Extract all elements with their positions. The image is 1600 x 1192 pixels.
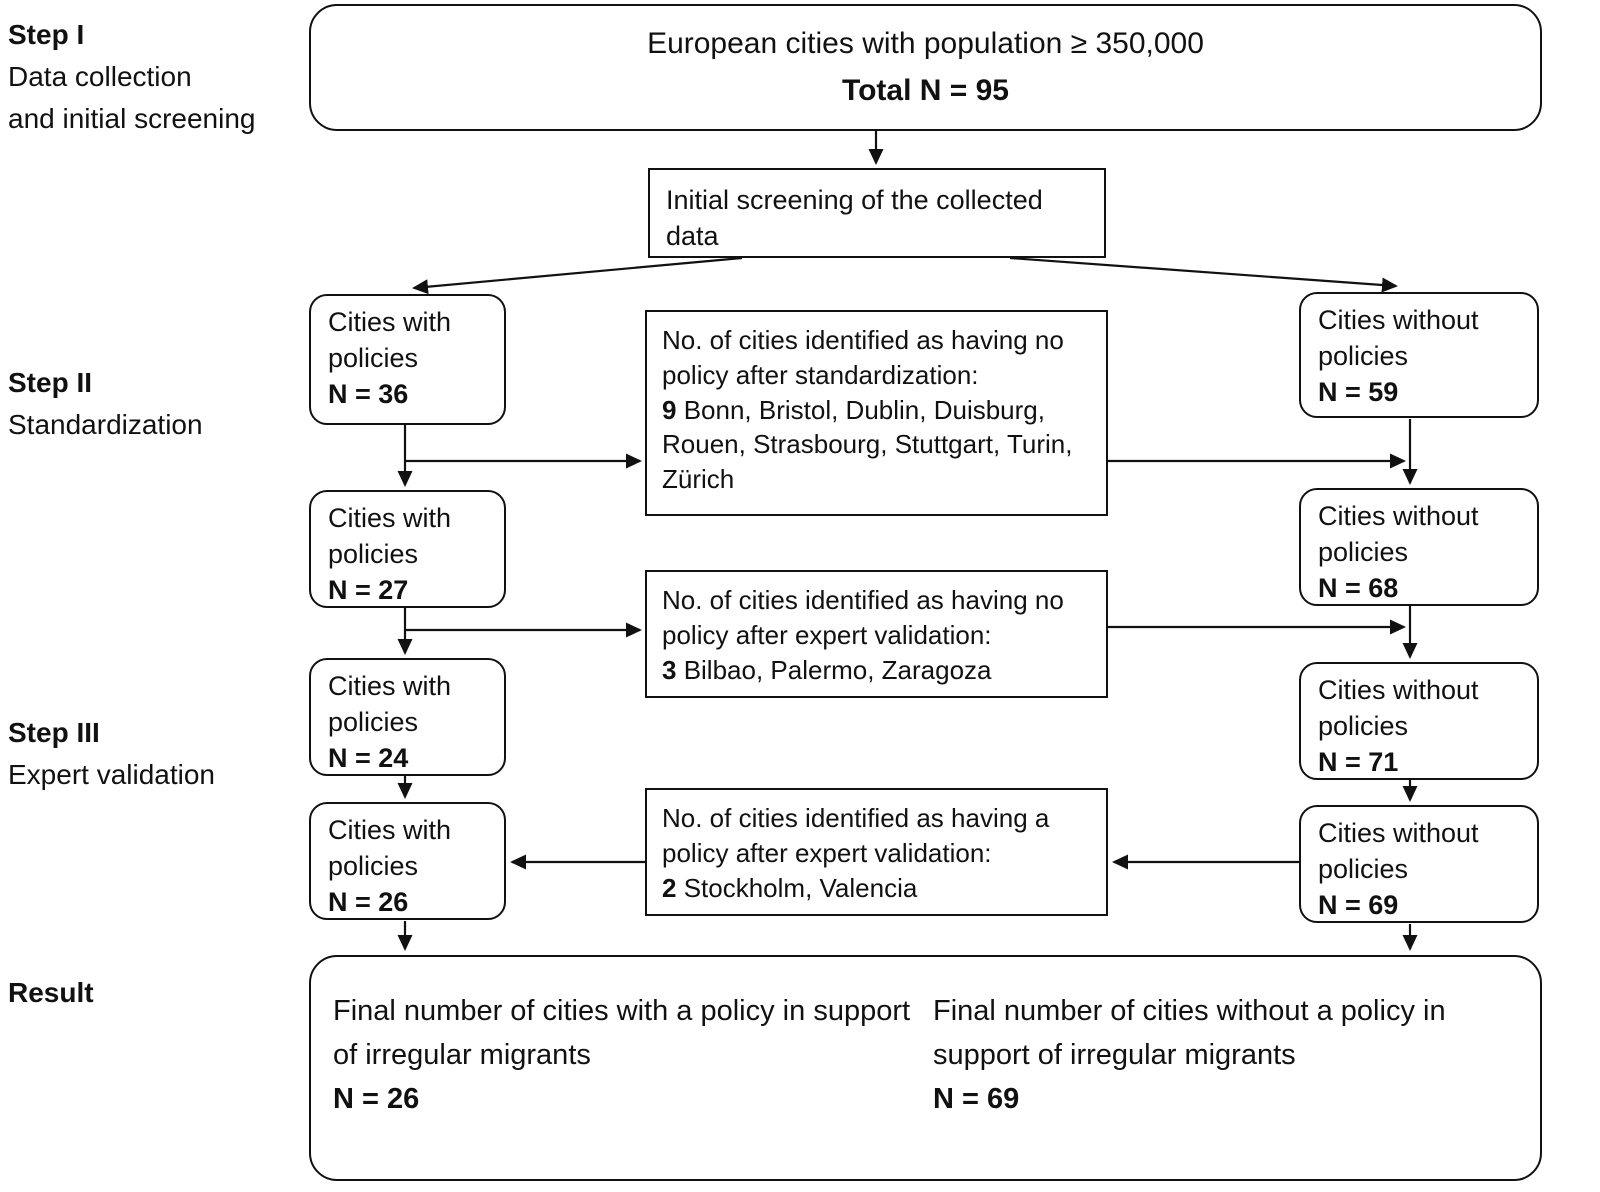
total-line1: European cities with population ≥ 350,000 xyxy=(647,27,1204,60)
node-count: N = 69 xyxy=(1318,889,1399,920)
result-without-count: N = 69 xyxy=(933,1083,1020,1116)
node-detail-expert-policy xyxy=(645,788,1108,916)
node-count: N = 71 xyxy=(1318,746,1399,777)
arrow-screening-to-with36 xyxy=(414,258,742,288)
node-detail-standardization xyxy=(645,310,1108,516)
node-label: Cities without policies xyxy=(1318,501,1479,567)
screening-text: Initial screening of the collected data xyxy=(666,185,1043,252)
node-result xyxy=(309,955,1542,1181)
result-with-text: Final number of cities with a policy in support of irregular migrants xyxy=(333,995,911,1072)
detail-cities: Bilbao, Palermo, Zaragoza xyxy=(676,654,992,685)
detail-cities-line xyxy=(662,393,1091,497)
node-label: Cities with policies xyxy=(328,503,452,569)
node-count: N = 27 xyxy=(328,574,409,605)
result-title: Result xyxy=(8,977,94,1008)
step1-title: Step I xyxy=(8,19,85,50)
detail-count: 2 xyxy=(662,872,677,903)
result-without-policy xyxy=(933,989,1518,1179)
node-count: N = 59 xyxy=(1318,376,1399,407)
node-cities-with-policies-36 xyxy=(309,294,506,425)
detail-cities: Bonn, Bristol, Dublin, Duisburg, Rouen, Strasbourg, Stuttgart, Turin, Zürich xyxy=(662,394,1073,495)
node-label: Cities with policies xyxy=(328,671,452,737)
result-without-text: Final number of cities without a policy in support of irregular migrants xyxy=(933,995,1446,1072)
node-cities-with-policies-27 xyxy=(309,490,506,608)
step1-line1: Data collection xyxy=(8,61,192,92)
node-total-population xyxy=(309,4,1542,131)
node-cities-without-policies-71 xyxy=(1299,662,1539,780)
detail-heading: No. of cities identified as having no policy after standardization: xyxy=(662,325,1064,390)
detail-count: 9 xyxy=(662,394,677,425)
detail-heading: No. of cities identified as having a policy after expert validation: xyxy=(662,803,1050,868)
detail-cities-line xyxy=(662,653,1091,688)
step2-title: Step II xyxy=(8,367,93,398)
result-label xyxy=(8,972,94,1014)
node-cities-without-policies-68 xyxy=(1299,488,1539,606)
step1-line2: and initial screening xyxy=(8,103,256,134)
detail-cities: Stockholm, Valencia xyxy=(676,872,918,903)
detail-heading: No. of cities identified as having no policy after expert validation: xyxy=(662,585,1064,650)
step2-label xyxy=(8,362,203,446)
node-count: N = 26 xyxy=(328,886,409,917)
detail-cities-line xyxy=(662,871,1091,906)
step3-label xyxy=(8,712,215,796)
node-label: Cities without policies xyxy=(1318,818,1479,884)
node-detail-expert-no-policy xyxy=(645,570,1108,698)
node-count: N = 36 xyxy=(328,378,409,409)
step3-title: Step III xyxy=(8,717,100,748)
node-cities-with-policies-26 xyxy=(309,802,506,920)
node-cities-without-policies-69 xyxy=(1299,805,1539,923)
node-label: Cities with policies xyxy=(328,815,452,881)
result-with-count: N = 26 xyxy=(333,1083,420,1116)
node-count: N = 24 xyxy=(328,742,409,773)
arrow-screening-to-without59 xyxy=(1010,258,1396,286)
node-count: N = 68 xyxy=(1318,572,1399,603)
step2-line1: Standardization xyxy=(8,409,203,440)
node-cities-without-policies-59 xyxy=(1299,292,1539,418)
node-initial-screening xyxy=(648,168,1106,258)
node-label: Cities without policies xyxy=(1318,305,1479,371)
node-label: Cities without policies xyxy=(1318,675,1479,741)
total-line2: Total N = 95 xyxy=(842,73,1009,107)
step3-line1: Expert validation xyxy=(8,759,216,790)
detail-count: 3 xyxy=(662,654,677,685)
node-label: Cities with policies xyxy=(328,307,452,373)
node-cities-with-policies-24 xyxy=(309,658,506,776)
step1-label xyxy=(8,14,256,140)
result-with-policy xyxy=(333,989,933,1179)
